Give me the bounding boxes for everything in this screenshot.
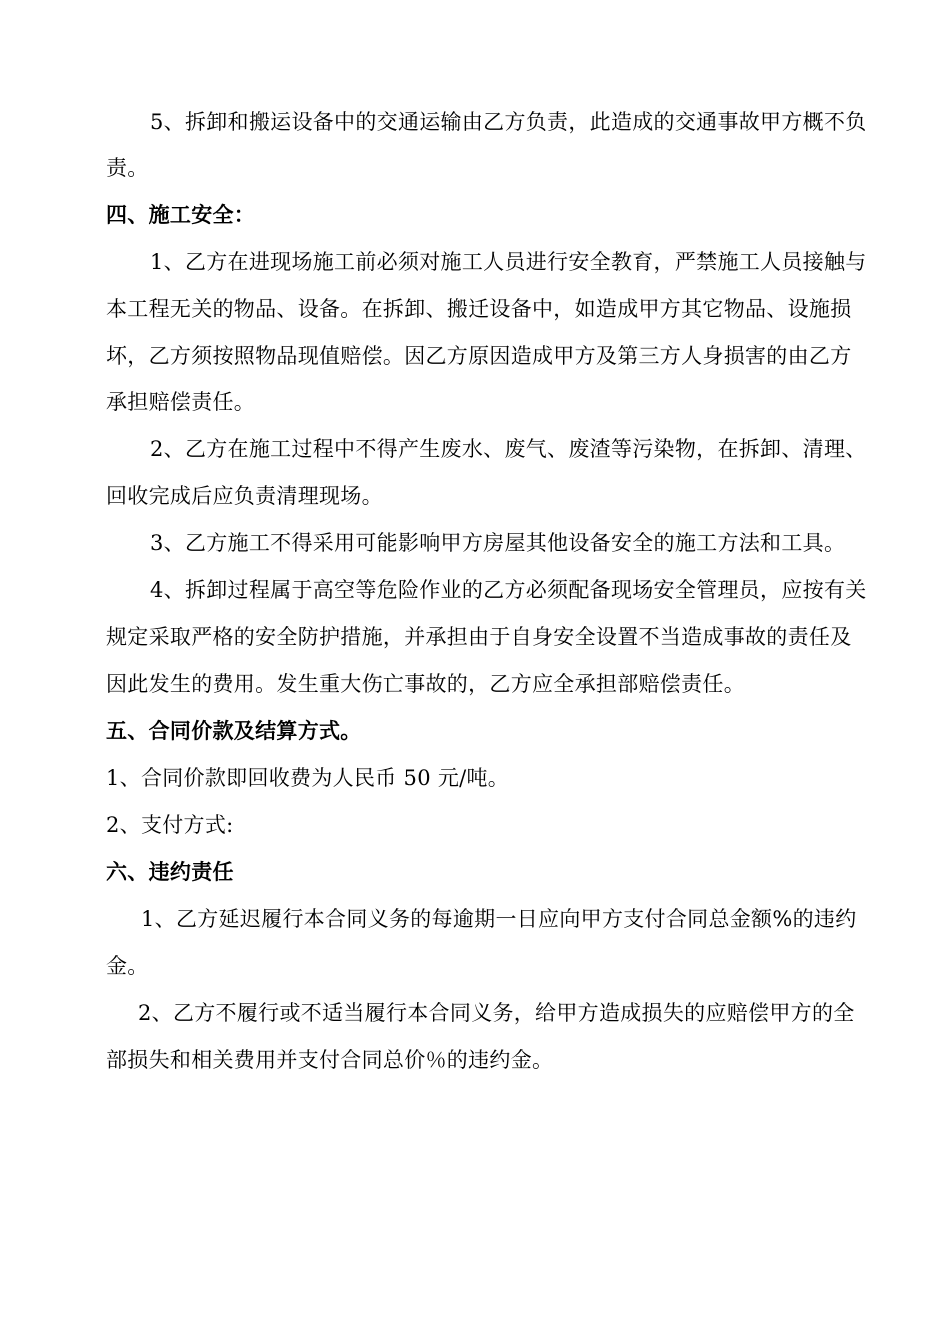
paragraph-line: 规定采取严格的安全防护措施，并承担由于自身安全设置不当造成事故的责任及 (106, 625, 852, 649)
paragraph-line: 4、拆卸过程属于高空等危险作业的乙方必须配备现场安全管理员，应按有关 (150, 578, 867, 602)
paragraph-line: 3、乙方施工不得采用可能影响甲方房屋其他设备安全的施工方法和工具。 (150, 531, 846, 555)
paragraph-line: 坏，乙方须按照物品现值赔偿。因乙方原因造成甲方及第三方人身损害的由乙方 (106, 344, 852, 368)
section-heading: 五、合同价款及结算方式。 (106, 718, 362, 743)
paragraph-line: 1、乙方延迟履行本合同义务的每逾期一日应向甲方支付合同总金额%的违约 (141, 907, 857, 931)
paragraph-line: 本工程无关的物品、设备。在拆卸、搬迁设备中，如造成甲方其它物品、设施损 (106, 297, 852, 321)
paragraph-line: 5、拆卸和搬运设备中的交通运输由乙方负责，此造成的交通事故甲方概不负 (150, 110, 867, 134)
paragraph-line: 责。 (106, 156, 149, 180)
paragraph-line: 部损失和相关费用并支付合同总价％的违约金。 (106, 1048, 554, 1072)
paragraph-line: 2、乙方不履行或不适当履行本合同义务，给甲方造成损失的应赔偿甲方的全 (138, 1001, 855, 1025)
section-heading: 四、施工安全： (106, 202, 256, 227)
paragraph-line: 1、乙方在进现场施工前必须对施工人员进行安全教育，严禁施工人员接触与 (150, 250, 867, 274)
paragraph-line: 1、合同价款即回收费为人民币 50 元/吨。 (106, 766, 510, 790)
paragraph-line: 因此发生的费用。发生重大伤亡事故的，乙方应全承担部赔偿责任。 (106, 672, 745, 696)
paragraph-line: 2、乙方在施工过程中不得产生废水、废气、废渣等污染物，在拆卸、清理、 (150, 437, 867, 461)
paragraph-line: 2、支付方式: (106, 813, 234, 837)
paragraph-line: 回收完成后应负责清理现场。 (106, 484, 383, 508)
paragraph-line: 承担赔偿责任。 (106, 390, 256, 414)
section-heading: 六、违约责任 (106, 859, 234, 884)
paragraph-line: 金。 (106, 954, 149, 978)
